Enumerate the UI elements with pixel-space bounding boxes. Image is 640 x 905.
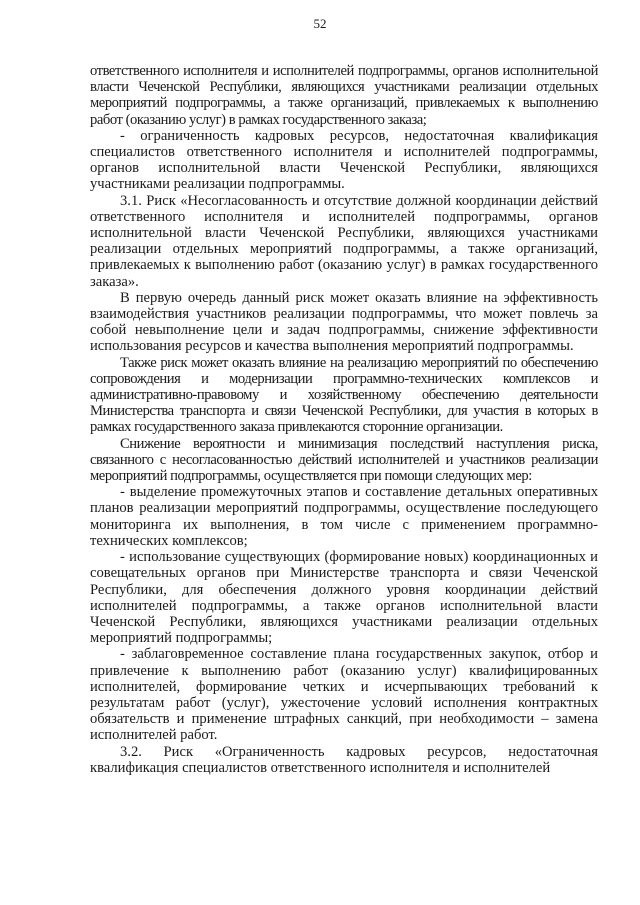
paragraph-measure-bodies: - использование существующих (формирование новых) координационных и совещательных органов при Министерстве транспорта и связи Чеченской Республики, для обеспечения должного уровня координации действий исполнителей подпрограммы, а также органов исполнительной власти Чеченской Республики, являющихся участниками реализации отдельных мероприятий подпрограммы; (90, 549, 598, 647)
document-body (90, 63, 598, 776)
page-number: 52 (313, 16, 327, 31)
paragraph-continuation: ответственного исполнителя и исполнителей подпрограммы, органов исполнительной власти Чеченской Республики, являющихся участниками реализации отдельных мероприятий подпрограммы, а также организаций, привлекаемых к выполнению работ (оказанию услуг) в рамках государственного заказа; (90, 63, 598, 128)
paragraph-risk-impact: В первую очередь данный риск может оказать влияние на эффективность взаимодействия участников реализации подпрограммы, что может повлечь за собой невыполнение цели и задач подпрограммы, снижение эффективности использования ресурсов и качества выполнения мероприятий подпрограммы. (90, 289, 598, 355)
paragraph-risk-3-1: 3.1. Риск «Несогласованность и отсутствие должной координации действий ответственного исполнителя и исполнителей подпрограммы, органов исполнительной власти Чеченской Республики, являющихся участниками реализации отдельных мероприятий подпрограммы, а также организаций, привлекаемых к выполнению работ (оказанию услуг) в рамках государственного заказа». (90, 192, 598, 290)
paragraph-risk-3-2: 3.2. Риск «Ограниченность кадровых ресурсов, недостаточная квалификация специалистов ответственного исполнителя и исполнителей (90, 743, 598, 776)
paragraph-risk-influence: Также риск может оказать влияние на реализацию мероприятий по обеспечению сопровождения и модернизации программно-технических комплексов и административно-правовому и хозяйственному обеспечению деятельности Министерства транспорта и связи Чеченской Республики, для участия в которых в рамках государственного заказа привлекаются сторонние организации. (90, 354, 598, 436)
paragraph-staff-limitation: - ограниченность кадровых ресурсов, недостаточная квалификация специалистов ответственного исполнителя и исполнителей подпрограммы, органов исполнительной власти Чеченской Республики, являющихся участниками реализации подпрограммы. (90, 127, 598, 193)
paragraph-measure-procurement: - заблаговременное составление плана государственных закупок, отбор и привлечение к выполнению работ (оказанию услуг) квалифицированных исполнителей, формирование четких и исчерпывающих требований к результатам работ (услуг), ужесточение условий исполнения контрактных обязательств и применение штрафных санкций, при необходимости – замена исполнителей работ. (90, 646, 598, 744)
paragraph-risk-mitigation: Снижение вероятности и минимизация последствий наступления риска, связанного с несогласованностью действий исполнителей и участников реализации мероприятий подпрограммы, осуществляется при помощи следующих мер: (90, 435, 598, 485)
paragraph-measure-stages: - выделение промежуточных этапов и составление детальных оперативных планов реализации мероприятий подпрограммы, осуществление последующего мониторинга их выполнения, в том числе с применением программно-технических комплексов; (90, 484, 598, 549)
